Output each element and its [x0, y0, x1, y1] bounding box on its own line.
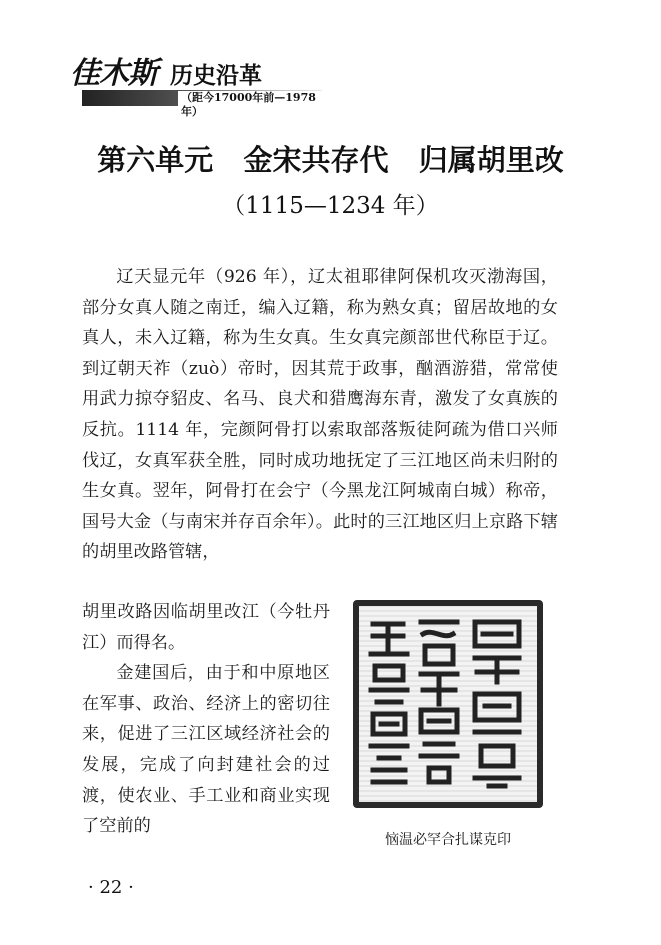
- page-number: · 22 ·: [88, 877, 134, 898]
- unit-title: 第六单元 金宋共存代 归属胡里改: [97, 143, 564, 177]
- paragraph-continued: 胡里改路因临胡里改江（今牡丹江）而得名。: [82, 602, 330, 653]
- book-header-logo: [70, 56, 330, 118]
- header-brand: 佳木斯: [70, 56, 157, 91]
- body-text-column: [82, 597, 330, 842]
- seal-image: [353, 600, 543, 808]
- paragraph: 辽天显元年（926 年），辽太祖耶律阿保机攻灭渤海国，部分女真人随之南迁，编入辽籍，称为熟女真；留居故地的女真人，未入辽籍，称为生女真。生女真完颜部世代称臣于辽。到辽朝天祚（zuò）帝时，因其荒于政事，酗酒游猎，常常使用武力掠夺貂皮、名马、良犬和猎鹰海东青，激发了女真族的反抗。1114 年，完颜阿骨打以索取部落叛徒阿疏为借口兴师伐辽，女真军获全胜，同时成功地抚定了三江地区尚未归附的生女真。翌年，阿骨打在会宁（今黑龙江阿城南白城）称帝，国号大金（与南宋并存百余年）。此时的三江地区归上京路下辖的胡里改路管辖，: [82, 267, 558, 563]
- body-text-full-width: [82, 262, 558, 568]
- unit-years: （1115—1234 年）: [222, 193, 439, 219]
- header-subtitle: 历史沿革: [170, 63, 262, 89]
- header-date-range: （距今17000年前—1978年）: [178, 91, 330, 119]
- seal-caption: 恼温必罕合扎谋克印: [385, 832, 511, 848]
- seal-stamp-icon: [359, 606, 537, 802]
- paragraph: 金建国后，由于和中原地区在军事、政治、经济上的密切往来，促进了三江区域经济社会的发展，完成了向封建社会的过渡，使农业、手工业和商业实现了空前的: [82, 663, 330, 837]
